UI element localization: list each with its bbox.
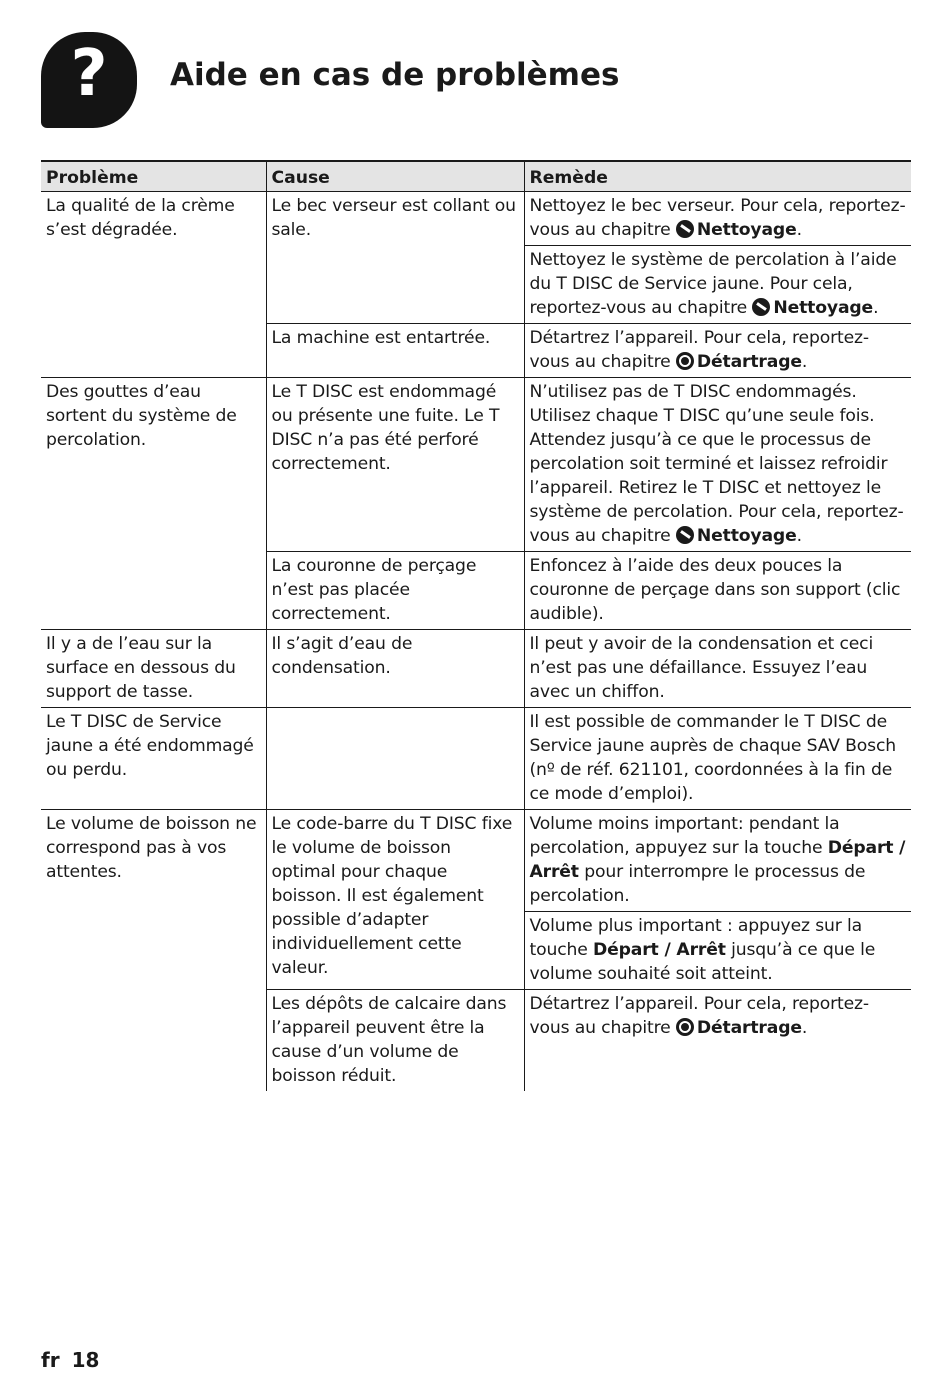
remedy-cell [524,912,911,990]
remedy-cell [524,378,911,552]
remedy-text: Nettoyez le système de percolation à l’aide du T DISC de Service jaune. Pour cela, reportez-vous au chapitre [529,250,897,318]
chapter-reference: Nettoyage [773,298,874,318]
problem-cell: Le volume de boisson ne correspond pas à vos attentes. [41,810,266,1092]
page-number: 18 [71,1348,100,1372]
language-code: fr [41,1348,60,1372]
remedy-text-end: . [801,352,808,372]
table-row [41,630,911,708]
table-header-row [41,161,911,192]
cause-cell: Les dépôts de calcaire dans l’appareil peuvent être la cause d’un volume de boisson réduit. [266,990,524,1092]
remedy-text: Détartrez l’appareil. Pour cela, reportez-vous au chapitre [529,994,869,1038]
remedy-text: Nettoyez le bec verseur. Pour cela, reportez-vous au chapitre [529,196,906,240]
cause-cell: Il s’agit d’eau de condensation. [266,630,524,708]
remedy-text: Il est possible de commander le T DISC de Service jaune auprès de chaque SAV Bosch (nº de réf. 621101, coordonnées à la fin de ce mode d’emploi). [529,712,897,804]
remedy-cell [524,246,911,324]
column-header-cause: Cause [266,161,524,192]
column-header-problem: Problème [41,161,266,192]
problem-cell: La qualité de la crème s’est dégradée. [41,192,266,378]
remedy-cell [524,990,911,1092]
page-footer [41,1348,99,1372]
remedy-cell [524,192,911,246]
table-row [41,708,911,810]
remedy-text: Volume moins important: pendant la percolation, appuyez sur la touche [529,814,840,858]
problem-cell: Le T DISC de Service jaune a été endommagé ou perdu. [41,708,266,810]
remedy-cell [524,810,911,912]
cleaning-icon [676,220,694,238]
remedy-text-end: pour interrompre le processus de percolation. [529,862,866,906]
chapter-reference: Nettoyage [696,220,797,240]
question-mark-icon: ? [41,32,137,128]
remedy-text-end: . [796,220,802,240]
remedy-text: Détartrez l’appareil. Pour cela, reportez-vous au chapitre [529,328,869,372]
remedy-cell [524,552,911,630]
cleaning-icon [752,298,770,316]
cause-cell: Le T DISC est endommagé ou présente une fuite. Le T DISC n’a pas été perforé correctement. [266,378,524,552]
remedy-text: N’utilisez pas de T DISC endommagés. Utilisez chaque T DISC qu’une seule fois. Attendez jusqu’à ce que le processus de percolation soit terminé et laissez refroidir l’appareil. Retirez le T DISC et nettoyez le système de percolation. Pour cela, reportez-vous au chapitre [529,382,904,546]
remedy-text-end: . [873,298,879,318]
chapter-reference: Départ / Arrêt [593,940,726,960]
remedy-text: Il peut y avoir de la condensation et ceci n’est pas une défaillance. Essuyez l’eau avec un chiffon. [529,634,874,702]
chapter-reference: Détartrage [696,352,802,372]
remedy-cell [524,708,911,810]
remedy-text-end: jusqu’à ce que le volume souhaité soit atteint. [529,940,876,984]
chapter-reference: Détartrage [696,1018,802,1038]
table-row [41,378,911,552]
cause-cell: La machine est entartrée. [266,324,524,378]
problem-cell: Des gouttes d’eau sortent du système de percolation. [41,378,266,630]
remedy-text: Enfoncez à l’aide des deux pouces la couronne de perçage dans son support (clic audible). [529,556,901,624]
remedy-text-end: . [801,1018,808,1038]
cause-cell: La couronne de perçage n’est pas placée correctement. [266,552,524,630]
remedy-cell [524,630,911,708]
table-row [41,192,911,246]
chapter-reference: Nettoyage [696,526,797,546]
cause-cell: Le bec verseur est collant ou sale. [266,192,524,324]
cause-cell: Le code-barre du T DISC fixe le volume de boisson optimal pour chaque boisson. Il est également possible d’adapter individuellement cette valeur. [266,810,524,990]
remedy-cell [524,324,911,378]
cleaning-icon [676,526,694,544]
problem-cell: Il y a de l’eau sur la surface en dessous du support de tasse. [41,630,266,708]
table-row [41,810,911,912]
troubleshooting-table [41,160,911,1091]
chapter-reference: Départ / Arrêt [529,838,906,882]
descaling-icon [676,352,694,370]
remedy-text: Volume plus important : appuyez sur la touche [529,916,862,960]
page-title: Aide en cas de problèmes [170,57,620,93]
cause-cell [266,708,524,810]
descaling-icon [676,1018,694,1036]
column-header-remedy: Remède [524,161,911,192]
remedy-text-end: . [796,526,802,546]
